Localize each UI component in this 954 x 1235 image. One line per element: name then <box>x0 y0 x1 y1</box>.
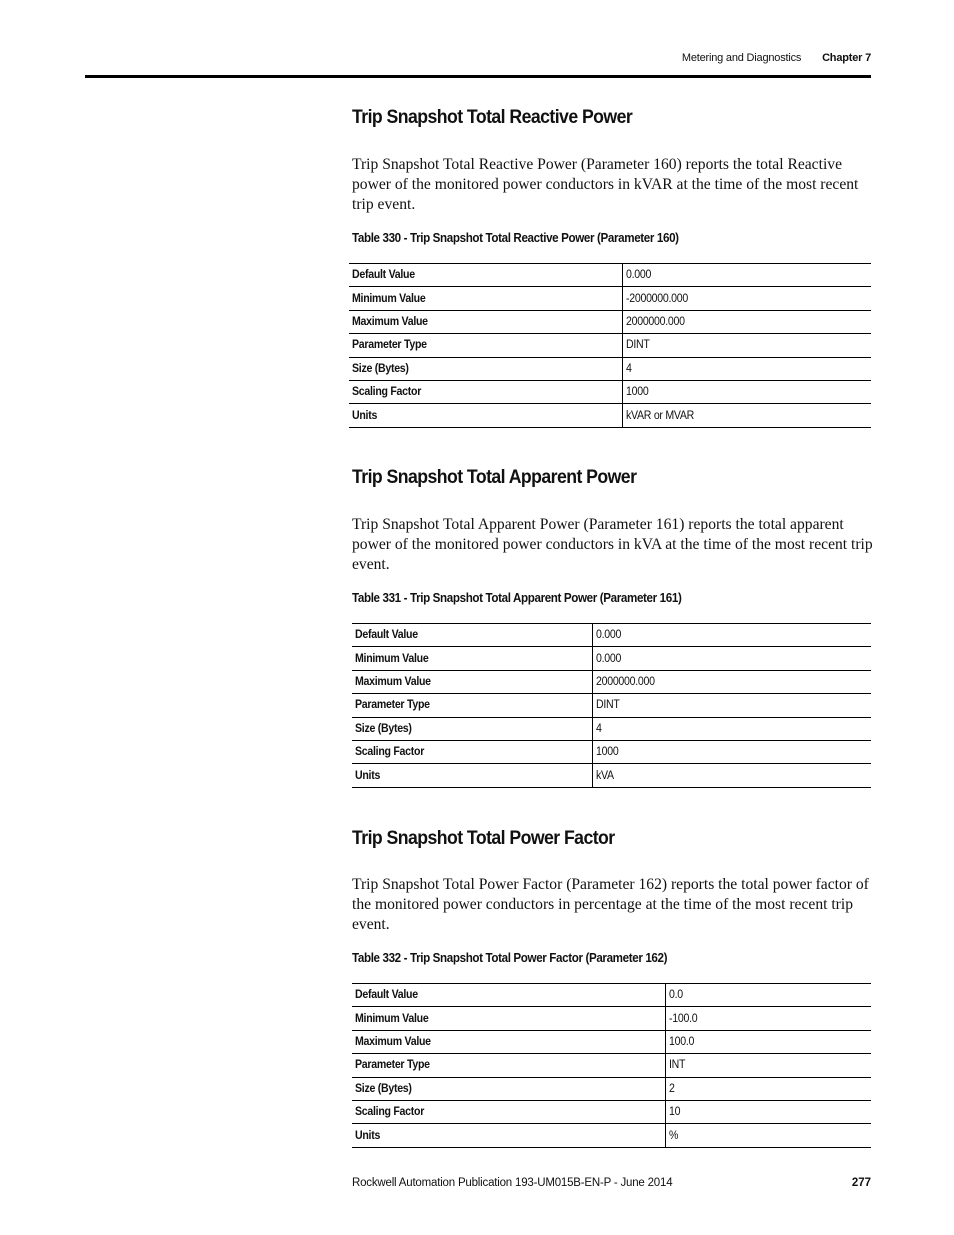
table-row <box>352 624 871 647</box>
table-row <box>349 380 871 403</box>
row-label: Size (Bytes) <box>355 1082 412 1095</box>
row-label: Parameter Type <box>355 699 430 712</box>
table-row <box>352 984 871 1007</box>
table-row <box>349 404 871 427</box>
row-label: Default Value <box>352 269 415 282</box>
row-value: % <box>668 1129 678 1142</box>
row-value: 100.0 <box>668 1035 694 1048</box>
table-row <box>352 764 871 787</box>
row-label: Minimum Value <box>355 652 429 665</box>
row-label: Minimum Value <box>352 292 426 305</box>
row-label: Size (Bytes) <box>352 362 409 375</box>
row-value: 0.0 <box>668 989 683 1002</box>
table-row <box>352 1100 871 1123</box>
row-value: 0.000 <box>625 269 651 282</box>
section-heading-apparent-power: Trip Snapshot Total Apparent Power <box>352 467 637 488</box>
table-row <box>352 1054 871 1077</box>
table-row <box>352 740 871 763</box>
section-paragraph-apparent-power: Trip Snapshot Total Apparent Power (Parameter 161) reports the total apparent power of the monitored power conductors in kVA at the time of the most recent trip event. <box>352 516 873 573</box>
row-value: 1000 <box>625 386 648 399</box>
row-value: 4 <box>595 722 602 735</box>
table-row <box>352 717 871 740</box>
row-value: 1000 <box>595 746 618 759</box>
section-heading-power-factor: Trip Snapshot Total Power Factor <box>352 828 615 849</box>
row-label: Default Value <box>355 989 418 1002</box>
row-value: 2000000.000 <box>625 315 685 328</box>
row-value: kVA <box>595 769 614 782</box>
row-label: Size (Bytes) <box>355 722 412 735</box>
table-row <box>352 1007 871 1030</box>
row-value: DINT <box>595 699 620 712</box>
publication-info: Rockwell Automation Publication 193-UM015B-EN-P - June 2014 <box>352 1177 673 1189</box>
table-row <box>352 1077 871 1100</box>
row-value: DINT <box>625 339 650 352</box>
table-caption-332: Table 332 - Trip Snapshot Total Power Factor (Parameter 162) <box>352 951 668 965</box>
parameter-table-162 <box>352 983 871 1148</box>
page-number: 277 <box>851 1177 871 1189</box>
table-row <box>349 357 871 380</box>
row-label: Units <box>355 769 381 782</box>
row-value: 4 <box>625 362 632 375</box>
row-label: Default Value <box>355 629 418 642</box>
table-row <box>352 670 871 693</box>
row-label: Parameter Type <box>352 339 427 352</box>
section-paragraph-power-factor: Trip Snapshot Total Power Factor (Parameter 162) reports the total power factor of the monitored power conductors in percentage at the time of the most recent trip event. <box>352 876 869 933</box>
table-row <box>352 694 871 717</box>
row-label: Maximum Value <box>355 1035 431 1048</box>
row-label: Parameter Type <box>355 1059 430 1072</box>
row-label: Maximum Value <box>355 675 431 688</box>
row-value: 10 <box>668 1106 680 1119</box>
row-label: Scaling Factor <box>355 746 425 759</box>
row-label: Scaling Factor <box>355 1106 425 1119</box>
table-row <box>352 647 871 670</box>
table-row <box>349 310 871 333</box>
row-value: -2000000.000 <box>625 292 688 305</box>
row-value: kVAR or MVAR <box>625 409 694 422</box>
row-value: 2000000.000 <box>595 675 655 688</box>
table-caption-331: Table 331 - Trip Snapshot Total Apparent Power (Parameter 161) <box>352 591 682 605</box>
section-paragraph-reactive-power: Trip Snapshot Total Reactive Power (Parameter 160) reports the total Reactive power of the monitored power conductors in kVAR at the time of the most recent trip event. <box>352 156 859 213</box>
row-label: Scaling Factor <box>352 386 422 399</box>
table-row <box>349 264 871 287</box>
table-row <box>349 287 871 310</box>
table-caption-330: Table 330 - Trip Snapshot Total Reactive Power (Parameter 160) <box>352 231 679 245</box>
parameter-table-160 <box>349 263 871 428</box>
table-row <box>352 1030 871 1053</box>
table-row <box>349 334 871 357</box>
header-rule <box>85 75 871 78</box>
row-label: Units <box>355 1129 381 1142</box>
header-section-title: Metering and Diagnostics <box>681 52 802 64</box>
section-heading-reactive-power: Trip Snapshot Total Reactive Power <box>352 107 633 128</box>
row-value: 2 <box>668 1082 675 1095</box>
row-value: -100.0 <box>668 1012 697 1025</box>
table-row <box>352 1124 871 1147</box>
row-label: Maximum Value <box>352 315 428 328</box>
row-value: 0.000 <box>595 652 621 665</box>
row-label: Minimum Value <box>355 1012 429 1025</box>
row-value: INT <box>668 1059 685 1072</box>
parameter-table-161 <box>352 623 871 788</box>
running-header <box>682 52 871 64</box>
header-chapter-label: Chapter 7 <box>822 52 871 64</box>
row-value: 0.000 <box>595 629 621 642</box>
row-label: Units <box>352 409 378 422</box>
